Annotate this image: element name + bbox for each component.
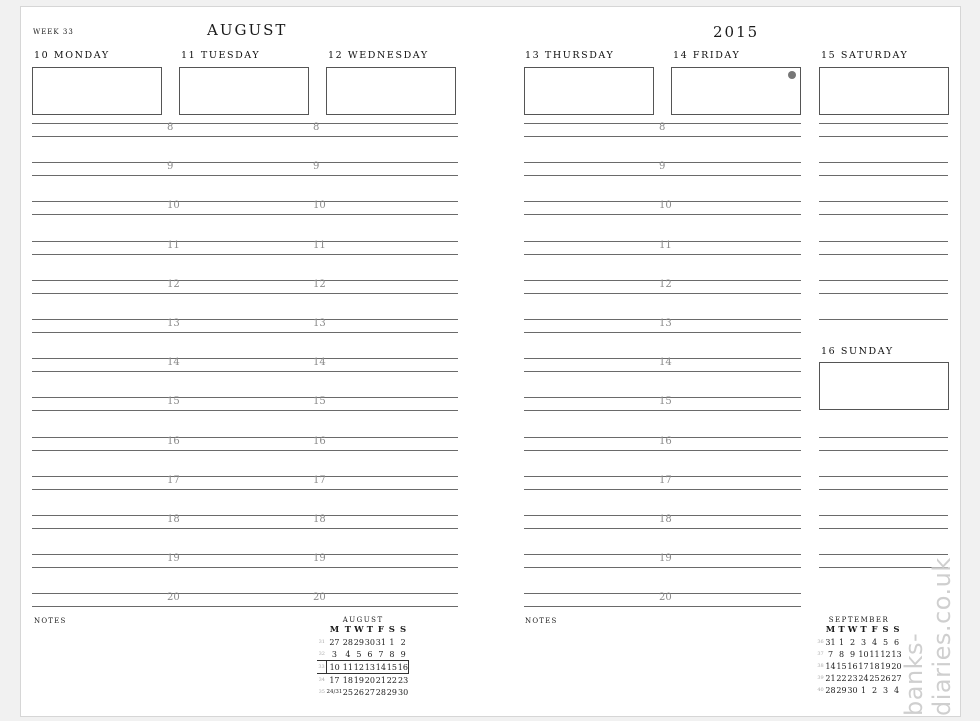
ruled-line: [524, 136, 801, 137]
ruled-line: [524, 254, 801, 255]
hour-label-monday: 8: [167, 122, 174, 133]
hour-label-tuesday: 9: [313, 161, 320, 173]
calendar-day: 18: [869, 661, 880, 671]
day-label-monday: 10 MONDAY: [34, 50, 110, 61]
calendar-day: 26: [353, 687, 364, 697]
hour-label-tuesday: 10: [313, 200, 326, 212]
hour-label-thursday: 16: [659, 435, 672, 447]
calendar-day: 13: [364, 662, 375, 672]
calendar-day: 9: [849, 649, 856, 659]
calendar-day: 1: [389, 637, 395, 647]
weekday-header: S: [388, 625, 395, 635]
hour-label-thursday: 10: [659, 200, 672, 212]
hour-label-monday: 18: [167, 514, 180, 525]
hour-label-monday: 14: [167, 357, 180, 369]
hour-label-thursday: 9: [659, 161, 666, 173]
week-number-cell: 32: [318, 651, 325, 657]
calendar-day: 8: [838, 649, 845, 659]
ruled-line: [32, 162, 458, 163]
ruled-line: [32, 606, 458, 607]
friday-marker-dot: [788, 71, 796, 79]
ruled-line: [32, 437, 458, 438]
calendar-day: 5: [356, 649, 362, 659]
ruled-line: [32, 397, 458, 398]
calendar-day: 20: [364, 675, 375, 685]
hour-label-tuesday: 15: [313, 396, 326, 408]
weekday-header: T: [344, 625, 352, 635]
ruled-line: [524, 332, 801, 333]
ruled-line: [819, 450, 948, 451]
calendar-day: 18: [342, 675, 353, 685]
hour-label-thursday: 8: [659, 122, 666, 133]
day-label-tuesday: 11 TUESDAY: [181, 50, 261, 61]
calendar-day: 12: [880, 649, 891, 659]
ruled-line: [819, 162, 948, 163]
calendar-day: 31: [825, 637, 836, 647]
week-number-cell: 37: [817, 651, 824, 657]
ruled-line: [524, 606, 801, 607]
calendar-day: 15: [386, 662, 397, 672]
weekday-header: T: [860, 625, 867, 635]
ruled-line: [819, 437, 948, 438]
hour-label-monday: 16: [167, 435, 180, 447]
calendar-day: 19: [880, 661, 891, 671]
calendar-day: 30: [364, 637, 375, 647]
mini-calendar-september: [816, 616, 902, 696]
calendar-day: 10: [327, 661, 343, 674]
ruled-line: [32, 123, 458, 124]
ruled-line: [819, 201, 948, 202]
calendar-day: 16: [397, 662, 408, 672]
calendar-day: 6: [367, 649, 373, 659]
ruled-line: [32, 254, 458, 255]
hour-label-monday: 13: [167, 318, 180, 329]
notes-label-left: NOTES: [34, 617, 67, 625]
hour-label-tuesday: 14: [313, 357, 326, 369]
ruled-line: [819, 175, 948, 176]
ruled-line: [32, 567, 458, 568]
ruled-line: [819, 280, 948, 281]
ruled-line: [32, 593, 458, 594]
weekday-header: T: [838, 625, 845, 635]
weekday-header: M: [825, 625, 836, 635]
hour-label-tuesday: 8: [313, 122, 320, 133]
calendar-day: 29: [353, 637, 364, 647]
calendar-day: 23: [398, 675, 409, 685]
calendar-day: 22: [386, 675, 397, 685]
calendar-day: 7: [378, 649, 384, 659]
ruled-line: [819, 136, 948, 137]
ruled-line: [819, 241, 948, 242]
weekday-header: W: [847, 625, 858, 635]
ruled-line: [32, 332, 458, 333]
friday-box[interactable]: [671, 67, 801, 115]
ruled-line: [524, 371, 801, 372]
calendar-day: 3: [331, 649, 337, 659]
calendar-day: 4: [893, 685, 900, 695]
calendar-day: 30: [398, 687, 409, 697]
sunday-box[interactable]: [819, 362, 949, 410]
calendar-day: 16: [847, 661, 858, 671]
calendar-day: 26: [880, 673, 891, 683]
week-number-cell: 34: [318, 677, 325, 683]
saturday-box[interactable]: [819, 67, 949, 115]
hour-label-tuesday: 19: [313, 553, 326, 565]
ruled-line: [819, 254, 948, 255]
calendar-day: 7: [827, 649, 834, 659]
hour-label-monday: 9: [167, 161, 174, 173]
ruled-line: [819, 476, 948, 477]
weekday-header: S: [882, 625, 889, 635]
hour-label-tuesday: 13: [313, 318, 326, 329]
calendar-day: 24/31: [326, 689, 343, 695]
calendar-day: 3: [860, 637, 867, 647]
ruled-line: [819, 293, 948, 294]
ruled-line: [819, 319, 948, 320]
week-number-cell: 40: [817, 687, 824, 693]
week-number-cell: 38: [817, 663, 824, 669]
mini-calendar-title: AUGUST: [342, 616, 384, 624]
calendar-day: 2: [849, 637, 856, 647]
calendar-day: 17: [329, 675, 340, 685]
calendar-day: 14: [375, 662, 386, 672]
hour-label-monday: 15: [167, 396, 180, 408]
calendar-day: 12: [353, 662, 364, 672]
week-number-cell: 36: [817, 639, 824, 645]
calendar-day: 21: [825, 673, 836, 683]
calendar-day: 11: [342, 662, 353, 672]
calendar-day: 24: [858, 673, 869, 683]
hour-label-tuesday: 16: [313, 435, 326, 447]
calendar-day: 20: [891, 661, 902, 671]
day-label-friday: 14 FRIDAY: [673, 50, 741, 61]
calendar-day: 8: [389, 649, 395, 659]
calendar-day: 28: [825, 685, 836, 695]
hour-label-monday: 12: [167, 278, 180, 290]
ruled-line: [32, 175, 458, 176]
calendar-day: 27: [329, 637, 340, 647]
weekday-header: S: [400, 625, 407, 635]
hour-label-tuesday: 12: [313, 278, 326, 290]
ruled-line: [32, 554, 458, 555]
ruled-line: [32, 410, 458, 411]
diary-page: [20, 6, 961, 717]
day-label-sunday: 16 SUNDAY: [821, 346, 894, 357]
calendar-day: 9: [400, 649, 406, 659]
ruled-line: [524, 528, 801, 529]
notes-label-right: NOTES: [525, 617, 558, 625]
hour-label-thursday: 19: [659, 553, 672, 565]
ruled-line: [819, 214, 948, 215]
hour-label-tuesday: 11: [313, 239, 326, 251]
hour-label-tuesday: 20: [313, 592, 326, 604]
hour-label-thursday: 20: [659, 592, 672, 604]
ruled-line: [32, 528, 458, 529]
week-number-cell: 39: [817, 675, 824, 681]
ruled-line: [524, 489, 801, 490]
calendar-day: 3: [882, 685, 889, 695]
calendar-day: 13: [891, 649, 902, 659]
calendar-day: 19: [353, 675, 364, 685]
hour-label-thursday: 18: [659, 514, 672, 525]
ruled-line: [32, 214, 458, 215]
ruled-line: [524, 293, 801, 294]
calendar-day: 14: [825, 661, 836, 671]
calendar-day: 21: [375, 675, 386, 685]
calendar-day: 15: [836, 661, 847, 671]
calendar-day: 1: [860, 685, 867, 695]
ruled-line: [32, 358, 458, 359]
ruled-line: [32, 489, 458, 490]
ruled-line: [32, 241, 458, 242]
calendar-day: 11: [869, 649, 880, 659]
hour-label-monday: 17: [167, 474, 180, 486]
hour-label-thursday: 12: [659, 278, 672, 290]
day-label-saturday: 15 SATURDAY: [821, 50, 909, 61]
calendar-day: 2: [400, 637, 406, 647]
hour-label-thursday: 17: [659, 474, 672, 486]
calendar-day: 17: [858, 661, 869, 671]
calendar-day: 4: [871, 637, 878, 647]
wednesday-box[interactable]: [326, 67, 456, 115]
ruled-line: [819, 123, 948, 124]
ruled-line: [32, 515, 458, 516]
watermark: banks-diaries.co.uk: [900, 557, 956, 716]
hour-label-monday: 19: [167, 553, 180, 565]
hour-label-tuesday: 18: [313, 514, 326, 525]
week-number-cell: 33: [317, 661, 327, 674]
day-label-wednesday: 12 WEDNESDAY: [328, 50, 429, 61]
hour-label-thursday: 14: [659, 357, 672, 369]
calendar-day: 4: [345, 649, 351, 659]
month-title: AUGUST: [207, 21, 288, 39]
calendar-day: 31: [375, 637, 386, 647]
year-title: 2015: [713, 23, 760, 41]
weekday-header: F: [871, 625, 878, 635]
ruled-line: [32, 293, 458, 294]
monday-box[interactable]: [32, 67, 162, 115]
calendar-day: 1: [838, 637, 845, 647]
calendar-day: 30: [847, 685, 858, 695]
weekday-header: F: [377, 625, 384, 635]
calendar-day: 28: [342, 637, 353, 647]
ruled-line: [32, 319, 458, 320]
calendar-day: 28: [375, 687, 386, 697]
hour-label-thursday: 13: [659, 318, 672, 329]
calendar-day: 27: [891, 673, 902, 683]
calendar-day: 25: [342, 687, 353, 697]
calendar-day: 2: [871, 685, 878, 695]
calendar-day: 27: [364, 687, 375, 697]
week-number: WEEK 33: [33, 28, 74, 36]
hour-label-monday: 11: [167, 239, 180, 251]
tuesday-box[interactable]: [179, 67, 309, 115]
day-label-thursday: 13 THURSDAY: [525, 50, 615, 61]
hour-label-thursday: 11: [659, 239, 672, 251]
mini-calendar-title: SEPTEMBER: [828, 616, 890, 624]
weekday-header: W: [354, 625, 364, 635]
ruled-line: [32, 136, 458, 137]
ruled-line: [32, 476, 458, 477]
hour-label-monday: 10: [167, 200, 180, 212]
weekday-header: S: [893, 625, 900, 635]
calendar-day: 22: [836, 673, 847, 683]
calendar-day: 29: [836, 685, 847, 695]
mini-calendar-august: [317, 616, 409, 698]
ruled-line: [524, 450, 801, 451]
calendar-day: 29: [386, 687, 397, 697]
ruled-line: [524, 214, 801, 215]
hour-label-tuesday: 17: [313, 474, 326, 486]
ruled-line: [32, 450, 458, 451]
ruled-line: [32, 201, 458, 202]
hour-label-thursday: 15: [659, 396, 672, 408]
weekday-header: M: [329, 625, 340, 635]
ruled-line: [32, 280, 458, 281]
ruled-line: [524, 410, 801, 411]
calendar-day: 6: [893, 637, 900, 647]
week-number-cell: 31: [318, 639, 325, 645]
thursday-box[interactable]: [524, 67, 654, 115]
calendar-day: 25: [869, 673, 880, 683]
ruled-line: [524, 567, 801, 568]
calendar-day: 5: [882, 637, 889, 647]
hour-label-monday: 20: [167, 592, 180, 604]
ruled-line: [524, 175, 801, 176]
calendar-day: 23: [847, 673, 858, 683]
ruled-line: [32, 371, 458, 372]
weekday-header: T: [366, 625, 374, 635]
calendar-day: 10: [858, 649, 869, 659]
week-number-cell: 35: [318, 689, 325, 695]
